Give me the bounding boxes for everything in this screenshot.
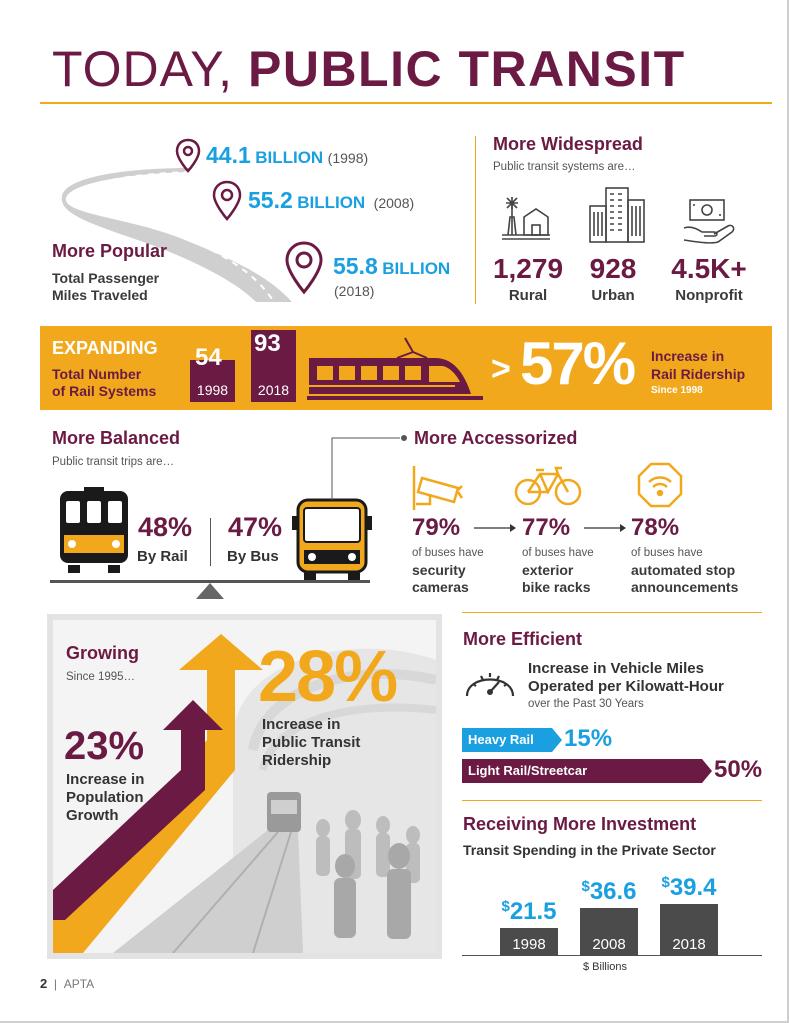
nonprofit-count: 4.5K+ [671, 253, 747, 284]
balance-fulcrum [196, 583, 224, 599]
more-popular-desc: Total Passenger Miles Traveled [52, 270, 160, 303]
rail-trips-label: By Rail [137, 548, 188, 565]
urban-label: Urban [591, 287, 635, 304]
rail-ridership-pct: 57% [520, 330, 635, 397]
connector-line [330, 432, 412, 500]
year-label: 2018 [257, 382, 290, 398]
investment-bar [500, 928, 558, 956]
expanding-heading: EXPANDING [52, 338, 158, 358]
investment-value [490, 898, 568, 926]
arrow-connector [584, 522, 628, 534]
section-divider [462, 612, 762, 613]
miles-2018-year: (2018) [334, 283, 375, 299]
location-pin-icon [284, 240, 324, 296]
investment-year: 2018 [672, 936, 706, 953]
security-camera-icon [412, 464, 464, 512]
rail-ridership-since: Since 1998 [651, 385, 703, 396]
money-hand-icon [682, 198, 738, 246]
investment-sub: Transit Spending in the Private Sector [463, 842, 716, 858]
investment-amount: 39.4 [669, 874, 717, 901]
growing-since: Since 1995… [66, 671, 136, 683]
miles-1998: 44.1 BILLION (1998) [206, 142, 369, 168]
location-pin-icon [175, 138, 201, 174]
investment-amount: 36.6 [589, 878, 637, 905]
more-popular-heading: More Popular [52, 241, 168, 261]
investment-chart [462, 860, 762, 956]
year-label: 1998 [196, 382, 229, 398]
transit-ridership-pct: 28% [258, 637, 397, 717]
light-rail-train-icon [305, 336, 485, 406]
page-footer: 2 | APTA [40, 976, 95, 991]
efficiency-desc: Increase in Vehicle Miles Operated per Kilowatt-Hour [528, 660, 724, 695]
miles-2008: 55.2 BILLION (2008) [248, 187, 415, 213]
investment-bar [660, 904, 718, 956]
stop-announcements-desc: of buses have automated stop announcements [631, 547, 739, 595]
transit-ridership-desc: Increase in Public Transit Ridership [262, 716, 361, 769]
rural-count: 1,279 [492, 253, 564, 284]
investment-value [650, 874, 728, 902]
more-accessorized-heading: More Accessorized [414, 428, 578, 448]
expanding-desc: Total Number of Rail Systems [52, 366, 157, 399]
bike-racks-desc: of buses have exterior bike racks [522, 547, 594, 595]
location-pin-icon [212, 180, 242, 222]
more-balanced-sub: Public transit trips are… [52, 456, 175, 468]
stop-announcements-pct: 78% [631, 514, 680, 541]
growing-heading: Growing [66, 643, 139, 663]
miles-2018-value: 55.8 BILLION [333, 253, 451, 279]
dollar-sign: $ [581, 878, 590, 895]
security-cameras-pct: 79% [412, 514, 461, 541]
investment-bar [580, 908, 638, 956]
heavy-rail-bar [462, 728, 562, 752]
balanced-divider [210, 518, 211, 566]
more-efficient-heading: More Efficient [463, 629, 583, 649]
bicycle-icon [514, 466, 582, 508]
heavy-rail-pct: 15% [564, 725, 613, 752]
arrow-connector [474, 522, 518, 534]
more-widespread-sub: Public transit systems are… [493, 161, 636, 173]
city-buildings-icon [586, 186, 648, 244]
population-growth-desc: Increase in Population Growth [66, 771, 145, 824]
light-rail-label: Light Rail/Streetcar [468, 763, 588, 778]
page-title: TODAY, PUBLIC TRANSIT [52, 41, 686, 97]
investment-heading: Receiving More Investment [463, 814, 697, 834]
nonprofit-label: Nonprofit [675, 287, 743, 304]
rail-systems-1998-value: 54 [195, 344, 222, 371]
light-rail-pct: 50% [714, 756, 763, 783]
investment-amount: 21.5 [509, 898, 557, 925]
subway-train-icon [58, 487, 130, 577]
investment-unit-note: $ Billions [583, 961, 628, 973]
investment-year: 1998 [512, 936, 546, 953]
more-widespread-heading: More Widespread [493, 134, 643, 154]
more-balanced-heading: More Balanced [52, 428, 181, 448]
heavy-rail-label: Heavy Rail [468, 732, 534, 747]
bus-front-icon [292, 496, 372, 582]
bus-trips-pct: 47% [228, 512, 283, 542]
farm-icon [500, 197, 552, 243]
greater-than-symbol: > [491, 350, 511, 388]
investment-year: 2008 [592, 936, 626, 953]
rail-ridership-desc: Increase in Rail Ridership [651, 348, 746, 382]
title-divider [40, 102, 772, 104]
dollar-sign: $ [661, 874, 670, 891]
population-growth-pct: 23% [64, 724, 145, 768]
urban-count: 928 [589, 253, 637, 284]
speedometer-icon [463, 662, 517, 702]
rail-trips-pct: 48% [138, 512, 193, 542]
section-divider [475, 136, 476, 304]
efficiency-sub: over the Past 30 Years [528, 698, 644, 710]
rural-label: Rural [508, 287, 548, 304]
security-cameras-desc: of buses have security cameras [412, 547, 484, 595]
dollar-sign: $ [501, 898, 510, 915]
rail-systems-2018-value: 93 [254, 330, 281, 357]
investment-value [570, 878, 648, 906]
bus-trips-label: By Bus [227, 548, 279, 565]
section-divider [462, 800, 762, 801]
bike-racks-pct: 77% [522, 514, 571, 541]
light-rail-bar [462, 759, 712, 783]
audio-signal-icon [637, 462, 683, 508]
